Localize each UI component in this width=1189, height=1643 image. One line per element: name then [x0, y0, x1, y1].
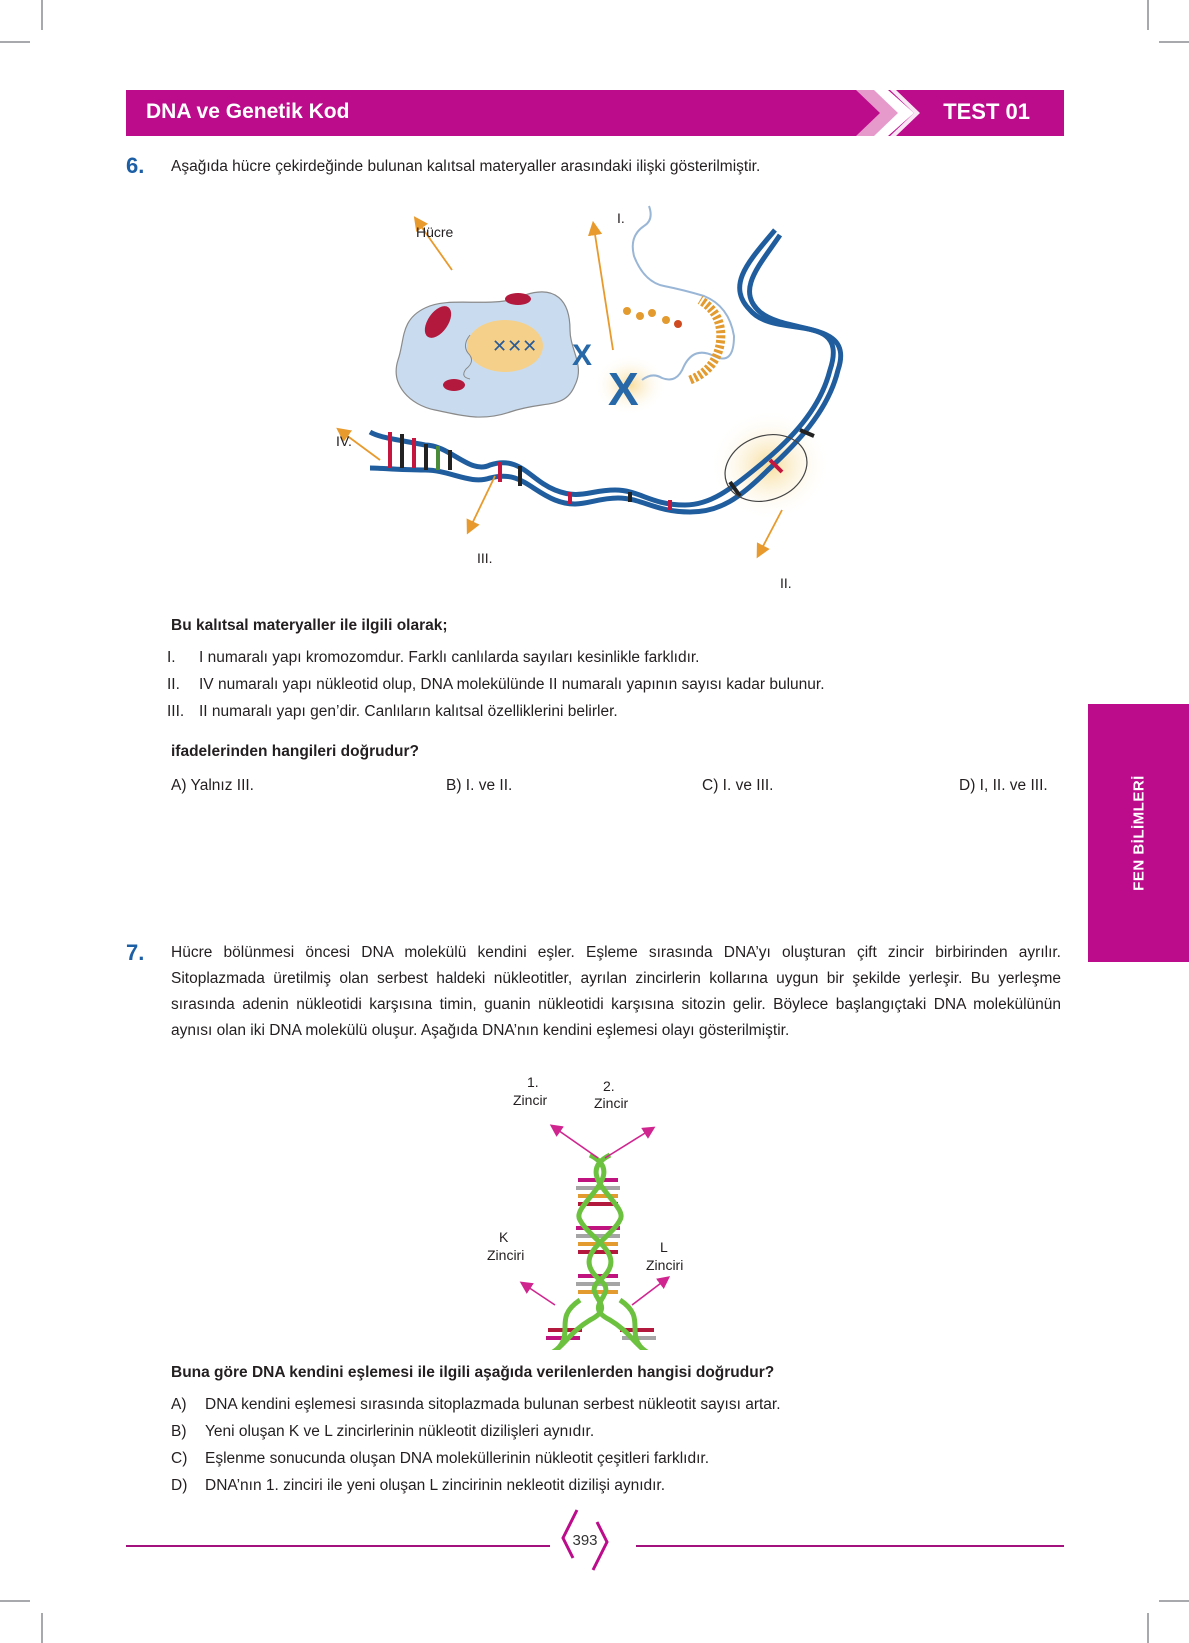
label-chain2: Zincir: [594, 1095, 629, 1111]
footer-rule-left: [126, 1545, 550, 1547]
dna-hierarchy-figure: [330, 200, 890, 600]
subject-label: FEN BİLİMLERİ: [1130, 775, 1147, 891]
question-intro: Aşağıda hücre çekirdeğinde bulunan kalıtsal materyaller arasındaki ilişki gösterilmiştir.: [171, 158, 761, 175]
crop-mark: [41, 1613, 43, 1643]
svg-text:✕✕✕: ✕✕✕: [492, 336, 538, 356]
option-letter[interactable]: C): [171, 1450, 188, 1467]
statement-text: II numaralı yapı gen’dir. Canlıların kalıtsal özelliklerini belirler.: [199, 703, 618, 720]
question-number: 7.: [126, 940, 145, 965]
answer-option-d[interactable]: DNA’nın 1. zinciri ile yeni oluşan L zincirinin nekleotit dizilişi aynıdır.: [205, 1477, 666, 1494]
label-III: III.: [477, 550, 493, 566]
answer-option-a[interactable]: DNA kendini eşlemesi sırasında sitoplazmada bulunan serbest nükleotit sayısı artar.: [205, 1396, 781, 1413]
footer-rule-right: [636, 1545, 1064, 1547]
subject-side-tab: [1088, 704, 1189, 962]
label-chain1-number: 1.: [527, 1074, 539, 1090]
label-l-letter: L: [660, 1239, 668, 1255]
crop-mark: [1159, 41, 1189, 43]
label-IV: IV.: [336, 433, 352, 449]
crop-mark: [1147, 0, 1149, 30]
double-chevron-icon: [856, 90, 946, 136]
label-k-chain: Zinciri: [487, 1247, 525, 1263]
page-number: 393: [572, 1532, 598, 1549]
dna-replication-figure: [470, 1074, 730, 1350]
header-bar: [126, 90, 1064, 136]
dna-hierarchy-illustration: [330, 200, 890, 600]
label-II: II.: [780, 575, 792, 591]
crop-mark: [41, 0, 43, 30]
answer-option-c[interactable]: C) I. ve III.: [702, 777, 774, 794]
statement-number: II.: [167, 676, 180, 693]
option-letter[interactable]: A): [171, 1396, 187, 1413]
label-chain2-number: 2.: [603, 1078, 615, 1094]
statement-text: IV numaralı yapı nükleotid olup, DNA molekülünde II numaralı yapının sayısı kadar bulunur.: [199, 676, 825, 693]
answer-option-d[interactable]: D) I, II. ve III.: [959, 777, 1048, 794]
chapter-title: DNA ve Genetik Kod: [146, 100, 350, 123]
crop-mark: [1159, 1600, 1189, 1602]
svg-text:X: X: [608, 363, 639, 415]
label-k-letter: K: [499, 1229, 509, 1245]
question-prompt: Buna göre DNA kendini eşlemesi ile ilgili aşağıda verilenlerden hangisi doğrudur?: [171, 1364, 775, 1381]
crop-mark: [1147, 1613, 1149, 1643]
option-letter[interactable]: D): [171, 1477, 188, 1494]
answer-option-b[interactable]: Yeni oluşan K ve L zincirlerinin nükleotit dizilişleri aynıdır.: [205, 1423, 595, 1440]
statements-lead: Bu kalıtsal materyaller ile ilgili olarak;: [171, 617, 448, 634]
question-number: 6.: [126, 153, 145, 178]
label-cell: Hücre: [416, 224, 454, 240]
answer-option-a[interactable]: A) Yalnız III.: [171, 777, 254, 794]
label-I: I.: [617, 210, 625, 226]
label-l-chain: Zinciri: [646, 1257, 684, 1273]
statement-text: I numaralı yapı kromozomdur. Farklı canlılarda sayıları kesinlikle farklıdır.: [199, 649, 700, 666]
statement-number: III.: [167, 703, 185, 720]
question-prompt: ifadelerinden hangileri doğrudur?: [171, 743, 420, 760]
crop-mark: [0, 1600, 30, 1602]
crop-mark: [0, 41, 30, 43]
answer-option-c[interactable]: Eşlenme sonucunda oluşan DNA moleküllerinin nükleotit çeşitleri farklıdır.: [205, 1450, 709, 1467]
label-chain1: Zincir: [513, 1092, 548, 1108]
option-letter[interactable]: B): [171, 1423, 187, 1440]
answer-option-b[interactable]: B) I. ve II.: [446, 777, 513, 794]
question-paragraph: Hücre bölünmesi öncesi DNA molekülü kendini eşler. Eşleme sırasında DNA’yı oluşturan çift zincir birbirinden ayrılır. Sitoplazmada üretilmiş olan serbest haldeki nükleotitler, ayrılan zincirlerin kollarına uygun bir şekilde yerleşir. Bu yerleşme sırasında adenin nükleotidi karşısına timin, guanin nükleotidi karşısına sitozin gelir. Böylece başlangıçtaki DNA molekülünün aynısı olan iki DNA molekülü oluşur. Aşağıda DNA’nın kendini eşlemesi olayı gösterilmiştir.: [171, 944, 1061, 1039]
test-label: TEST 01: [943, 99, 1030, 124]
svg-text:X: X: [572, 339, 593, 372]
dna-replication-illustration: [470, 1080, 730, 1350]
statement-number: I.: [167, 649, 176, 666]
